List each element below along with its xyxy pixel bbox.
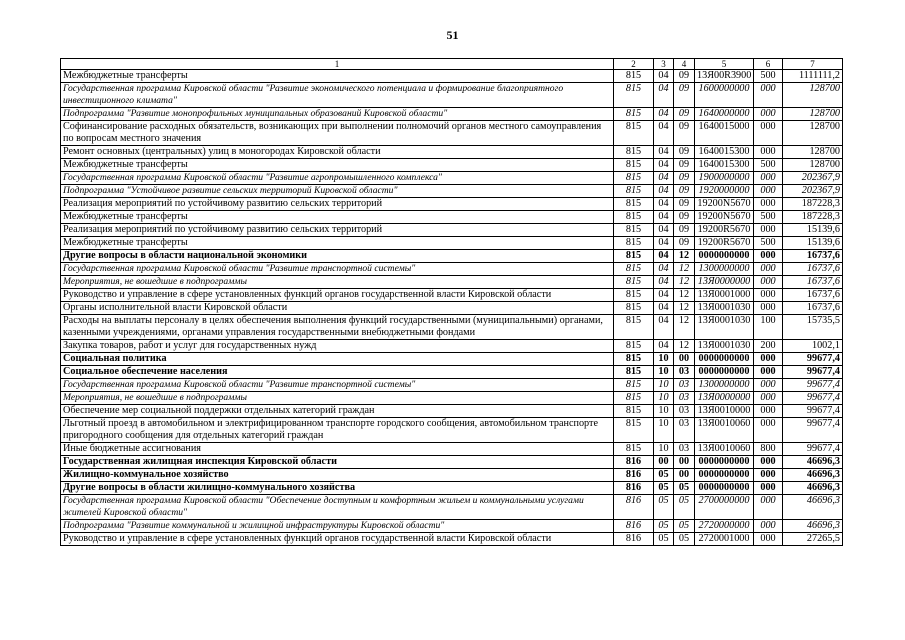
expense-type-cell: 000 <box>754 108 783 121</box>
target-article-cell: 13Я00R3900 <box>695 70 754 83</box>
subsection-cell: 09 <box>674 198 695 211</box>
subsection-cell: 09 <box>674 121 695 146</box>
target-article-cell: 19200R5670 <box>695 237 754 250</box>
amount-cell: 1111111,2 <box>783 70 843 83</box>
table-row <box>61 198 843 211</box>
target-article-cell: 13Я0001030 <box>695 340 754 353</box>
row-name-cell: Иные бюджетные ассигнования <box>61 443 614 456</box>
table-row <box>61 418 843 443</box>
table-row <box>61 366 843 379</box>
target-article-cell: 13Я0001030 <box>695 302 754 315</box>
target-article-cell: 19200N5670 <box>695 198 754 211</box>
expense-type-cell: 000 <box>754 250 783 263</box>
amount-cell: 99677,4 <box>783 353 843 366</box>
admin-code-cell: 816 <box>614 533 654 546</box>
section-cell: 04 <box>654 146 674 159</box>
target-article-cell: 1300000000 <box>695 379 754 392</box>
expense-type-cell: 200 <box>754 340 783 353</box>
amount-cell: 16737,6 <box>783 263 843 276</box>
section-cell: 04 <box>654 198 674 211</box>
amount-cell: 99677,4 <box>783 366 843 379</box>
table-row <box>61 482 843 495</box>
section-cell: 04 <box>654 276 674 289</box>
section-cell: 10 <box>654 443 674 456</box>
admin-code-cell: 815 <box>614 263 654 276</box>
subsection-cell: 03 <box>674 418 695 443</box>
target-article-cell: 0000000000 <box>695 250 754 263</box>
table-row <box>61 315 843 340</box>
row-name-cell: Межбюджетные трансферты <box>61 70 614 83</box>
subsection-cell: 05 <box>674 533 695 546</box>
row-name-cell: Государственная программа Кировской области "Развитие экономического потенциала и формирование благоприятного инвестиционного климата" <box>61 83 614 108</box>
expense-type-cell: 000 <box>754 302 783 315</box>
expense-type-cell: 000 <box>754 353 783 366</box>
admin-code-cell: 815 <box>614 83 654 108</box>
section-cell: 10 <box>654 379 674 392</box>
amount-cell: 128700 <box>783 159 843 172</box>
admin-code-cell: 815 <box>614 443 654 456</box>
row-name-cell: Жилищно-коммунальное хозяйство <box>61 469 614 482</box>
target-article-cell: 1640015300 <box>695 146 754 159</box>
subsection-cell: 00 <box>674 469 695 482</box>
target-article-cell: 0000000000 <box>695 469 754 482</box>
row-name-cell: Органы исполнительной власти Кировской области <box>61 302 614 315</box>
amount-cell: 99677,4 <box>783 418 843 443</box>
expense-type-cell: 000 <box>754 482 783 495</box>
section-cell: 04 <box>654 263 674 276</box>
expense-type-cell: 000 <box>754 198 783 211</box>
amount-cell: 1002,1 <box>783 340 843 353</box>
target-article-cell: 19200R5670 <box>695 224 754 237</box>
table-row <box>61 263 843 276</box>
table-row <box>61 340 843 353</box>
amount-cell: 187228,3 <box>783 198 843 211</box>
row-name-cell: Социальное обеспечение населения <box>61 366 614 379</box>
table-row <box>61 159 843 172</box>
expense-type-cell: 000 <box>754 379 783 392</box>
subsection-cell: 09 <box>674 185 695 198</box>
table-row <box>61 185 843 198</box>
target-article-cell: 2720000000 <box>695 520 754 533</box>
amount-cell: 16737,6 <box>783 250 843 263</box>
expense-type-cell: 000 <box>754 83 783 108</box>
target-article-cell: 1640000000 <box>695 108 754 121</box>
expense-type-cell: 000 <box>754 146 783 159</box>
admin-code-cell: 815 <box>614 121 654 146</box>
table-row <box>61 533 843 546</box>
expense-type-cell: 500 <box>754 159 783 172</box>
table-row <box>61 392 843 405</box>
subsection-cell: 09 <box>674 172 695 185</box>
expense-type-cell: 800 <box>754 443 783 456</box>
subsection-cell: 09 <box>674 237 695 250</box>
section-cell: 04 <box>654 224 674 237</box>
table-row <box>61 379 843 392</box>
subsection-cell: 09 <box>674 83 695 108</box>
amount-cell: 27265,5 <box>783 533 843 546</box>
section-cell: 04 <box>654 83 674 108</box>
row-name-cell: Софинансирование расходных обязательств, возникающих при выполнении полномочий органов местного самоуправления по вопросам местного значения <box>61 121 614 146</box>
target-article-cell: 0000000000 <box>695 456 754 469</box>
expense-type-cell: 000 <box>754 456 783 469</box>
target-article-cell: 1920000000 <box>695 185 754 198</box>
expense-type-cell: 500 <box>754 211 783 224</box>
subsection-cell: 03 <box>674 366 695 379</box>
table-row <box>61 108 843 121</box>
expense-type-cell: 000 <box>754 418 783 443</box>
subsection-cell: 05 <box>674 482 695 495</box>
amount-cell: 46696,3 <box>783 482 843 495</box>
table-row <box>61 237 843 250</box>
row-name-cell: Государственная программа Кировской области "Обеспечение доступным и комфортным жильем и коммунальными услугами жителей Кировской области" <box>61 495 614 520</box>
row-name-cell: Расходы на выплаты персоналу в целях обеспечения выполнения функций государственными (муниципальными) органами, казенными учреждениями, органами управления государственными внебюджетными фондами <box>61 315 614 340</box>
section-cell: 04 <box>654 211 674 224</box>
admin-code-cell: 815 <box>614 108 654 121</box>
row-name-cell: Межбюджетные трансферты <box>61 211 614 224</box>
row-name-cell: Другие вопросы в области национальной экономики <box>61 250 614 263</box>
amount-cell: 15139,6 <box>783 237 843 250</box>
table-row <box>61 289 843 302</box>
target-article-cell: 13Я0010060 <box>695 418 754 443</box>
table-row <box>61 172 843 185</box>
amount-cell: 128700 <box>783 108 843 121</box>
target-article-cell: 13Я0010000 <box>695 405 754 418</box>
section-cell: 10 <box>654 405 674 418</box>
section-cell: 04 <box>654 302 674 315</box>
expense-type-cell: 000 <box>754 520 783 533</box>
expense-type-cell: 000 <box>754 172 783 185</box>
expense-type-cell: 000 <box>754 366 783 379</box>
row-name-cell: Социальная политика <box>61 353 614 366</box>
amount-cell: 46696,3 <box>783 495 843 520</box>
subsection-cell: 12 <box>674 315 695 340</box>
amount-cell: 16737,6 <box>783 289 843 302</box>
admin-code-cell: 815 <box>614 366 654 379</box>
admin-code-cell: 816 <box>614 482 654 495</box>
amount-cell: 16737,6 <box>783 302 843 315</box>
row-name-cell: Подпрограмма "Устойчивое развитие сельских территорий Кировской области" <box>61 185 614 198</box>
table-row <box>61 250 843 263</box>
amount-cell: 15735,5 <box>783 315 843 340</box>
amount-cell: 128700 <box>783 83 843 108</box>
row-name-cell: Государственная жилищная инспекция Кировской области <box>61 456 614 469</box>
row-name-cell: Обеспечение мер социальной поддержки отдельных категорий граждан <box>61 405 614 418</box>
expense-type-cell: 000 <box>754 392 783 405</box>
subsection-cell: 09 <box>674 146 695 159</box>
section-cell: 04 <box>654 108 674 121</box>
expense-type-cell: 000 <box>754 276 783 289</box>
section-cell: 04 <box>654 315 674 340</box>
target-article-cell: 2700000000 <box>695 495 754 520</box>
amount-cell: 99677,4 <box>783 405 843 418</box>
expense-type-cell: 500 <box>754 70 783 83</box>
table-row <box>61 405 843 418</box>
amount-cell: 15139,6 <box>783 224 843 237</box>
column-header: 3 <box>654 59 674 70</box>
amount-cell: 99677,4 <box>783 379 843 392</box>
table-row <box>61 211 843 224</box>
amount-cell: 202367,9 <box>783 172 843 185</box>
section-cell: 10 <box>654 366 674 379</box>
target-article-cell: 0000000000 <box>695 482 754 495</box>
row-name-cell: Государственная программа Кировской области "Развитие транспортной системы" <box>61 379 614 392</box>
section-cell: 05 <box>654 495 674 520</box>
target-article-cell: 13Я0000000 <box>695 276 754 289</box>
row-name-cell: Подпрограмма "Развитие монопрофильных муниципальных образований Кировской области" <box>61 108 614 121</box>
amount-cell: 46696,3 <box>783 456 843 469</box>
section-cell: 04 <box>654 172 674 185</box>
admin-code-cell: 815 <box>614 289 654 302</box>
subsection-cell: 00 <box>674 456 695 469</box>
section-cell: 04 <box>654 250 674 263</box>
section-cell: 04 <box>654 159 674 172</box>
admin-code-cell: 815 <box>614 276 654 289</box>
column-header: 1 <box>61 59 614 70</box>
admin-code-cell: 815 <box>614 237 654 250</box>
section-cell: 05 <box>654 469 674 482</box>
row-name-cell: Реализация мероприятий по устойчивому развитию сельских территорий <box>61 198 614 211</box>
target-article-cell: 1600000000 <box>695 83 754 108</box>
target-article-cell: 13Я0001030 <box>695 315 754 340</box>
budget-table <box>60 58 843 546</box>
section-cell: 05 <box>654 533 674 546</box>
expense-type-cell: 000 <box>754 263 783 276</box>
section-cell: 04 <box>654 70 674 83</box>
table-header-row <box>61 59 843 70</box>
admin-code-cell: 815 <box>614 405 654 418</box>
target-article-cell: 13Я0010060 <box>695 443 754 456</box>
admin-code-cell: 815 <box>614 159 654 172</box>
table-row <box>61 121 843 146</box>
row-name-cell: Государственная программа Кировской области "Развитие агропромышленного комплекса" <box>61 172 614 185</box>
subsection-cell: 09 <box>674 224 695 237</box>
row-name-cell: Мероприятия, не вошедшие в подпрограммы <box>61 392 614 405</box>
section-cell: 04 <box>654 237 674 250</box>
subsection-cell: 09 <box>674 159 695 172</box>
target-article-cell: 1300000000 <box>695 263 754 276</box>
subsection-cell: 12 <box>674 289 695 302</box>
target-article-cell: 1900000000 <box>695 172 754 185</box>
amount-cell: 128700 <box>783 146 843 159</box>
section-cell: 04 <box>654 185 674 198</box>
section-cell: 10 <box>654 392 674 405</box>
amount-cell: 99677,4 <box>783 443 843 456</box>
amount-cell: 99677,4 <box>783 392 843 405</box>
row-name-cell: Другие вопросы в области жилищно-коммунального хозяйства <box>61 482 614 495</box>
table-row <box>61 353 843 366</box>
target-article-cell: 0000000000 <box>695 366 754 379</box>
target-article-cell: 0000000000 <box>695 353 754 366</box>
target-article-cell: 13Я0001000 <box>695 289 754 302</box>
section-cell: 10 <box>654 353 674 366</box>
admin-code-cell: 815 <box>614 302 654 315</box>
subsection-cell: 00 <box>674 353 695 366</box>
admin-code-cell: 815 <box>614 146 654 159</box>
row-name-cell: Руководство и управление в сфере установленных функций органов государственной власти Кировской области <box>61 533 614 546</box>
row-name-cell: Льготный проезд в автомобильном и электрифицированном транспорте городского сообщения, автомобильном транспорте пригородного сообщения для отдельных категорий граждан <box>61 418 614 443</box>
expense-type-cell: 000 <box>754 289 783 302</box>
column-header: 4 <box>674 59 695 70</box>
admin-code-cell: 815 <box>614 379 654 392</box>
admin-code-cell: 815 <box>614 224 654 237</box>
admin-code-cell: 815 <box>614 353 654 366</box>
table-row <box>61 302 843 315</box>
admin-code-cell: 816 <box>614 469 654 482</box>
subsection-cell: 03 <box>674 405 695 418</box>
admin-code-cell: 815 <box>614 198 654 211</box>
table-row <box>61 495 843 520</box>
target-article-cell: 1640015300 <box>695 159 754 172</box>
row-name-cell: Руководство и управление в сфере установленных функций органов государственной власти Кировской области <box>61 289 614 302</box>
expense-type-cell: 000 <box>754 469 783 482</box>
table-row <box>61 276 843 289</box>
row-name-cell: Реализация мероприятий по устойчивому развитию сельских территорий <box>61 224 614 237</box>
section-cell: 05 <box>654 482 674 495</box>
expense-type-cell: 000 <box>754 224 783 237</box>
table-row <box>61 83 843 108</box>
subsection-cell: 12 <box>674 263 695 276</box>
table-row <box>61 520 843 533</box>
target-article-cell: 13Я0000000 <box>695 392 754 405</box>
section-cell: 04 <box>654 121 674 146</box>
subsection-cell: 12 <box>674 250 695 263</box>
row-name-cell: Межбюджетные трансферты <box>61 159 614 172</box>
subsection-cell: 05 <box>674 495 695 520</box>
row-name-cell: Государственная программа Кировской области "Развитие транспортной системы" <box>61 263 614 276</box>
section-cell: 05 <box>654 520 674 533</box>
table-row <box>61 70 843 83</box>
expense-type-cell: 500 <box>754 237 783 250</box>
amount-cell: 46696,3 <box>783 520 843 533</box>
subsection-cell: 03 <box>674 392 695 405</box>
row-name-cell: Мероприятия, не вошедшие в подпрограммы <box>61 276 614 289</box>
amount-cell: 16737,6 <box>783 276 843 289</box>
admin-code-cell: 816 <box>614 495 654 520</box>
table-row <box>61 456 843 469</box>
column-header: 2 <box>614 59 654 70</box>
expense-type-cell: 000 <box>754 495 783 520</box>
admin-code-cell: 815 <box>614 315 654 340</box>
column-header: 6 <box>754 59 783 70</box>
amount-cell: 128700 <box>783 121 843 146</box>
admin-code-cell: 815 <box>614 70 654 83</box>
admin-code-cell: 815 <box>614 172 654 185</box>
subsection-cell: 03 <box>674 379 695 392</box>
expense-type-cell: 000 <box>754 533 783 546</box>
admin-code-cell: 815 <box>614 340 654 353</box>
admin-code-cell: 815 <box>614 211 654 224</box>
expense-type-cell: 000 <box>754 405 783 418</box>
expense-type-cell: 000 <box>754 185 783 198</box>
table-row <box>61 469 843 482</box>
amount-cell: 202367,9 <box>783 185 843 198</box>
subsection-cell: 05 <box>674 520 695 533</box>
subsection-cell: 12 <box>674 340 695 353</box>
section-cell: 00 <box>654 456 674 469</box>
admin-code-cell: 816 <box>614 456 654 469</box>
row-name-cell: Подпрограмма "Развитие коммунальной и жилищной инфраструктуры Кировской области" <box>61 520 614 533</box>
amount-cell: 46696,3 <box>783 469 843 482</box>
expense-type-cell: 000 <box>754 121 783 146</box>
table-row <box>61 224 843 237</box>
table-row <box>61 443 843 456</box>
admin-code-cell: 816 <box>614 520 654 533</box>
subsection-cell: 09 <box>674 108 695 121</box>
subsection-cell: 09 <box>674 70 695 83</box>
target-article-cell: 2720001000 <box>695 533 754 546</box>
subsection-cell: 12 <box>674 302 695 315</box>
page-number: 51 <box>446 28 459 42</box>
target-article-cell: 1640015000 <box>695 121 754 146</box>
column-header: 7 <box>783 59 843 70</box>
subsection-cell: 09 <box>674 211 695 224</box>
admin-code-cell: 815 <box>614 418 654 443</box>
admin-code-cell: 815 <box>614 185 654 198</box>
admin-code-cell: 815 <box>614 392 654 405</box>
subsection-cell: 03 <box>674 443 695 456</box>
target-article-cell: 19200N5670 <box>695 211 754 224</box>
table-row <box>61 146 843 159</box>
section-cell: 04 <box>654 289 674 302</box>
expense-type-cell: 100 <box>754 315 783 340</box>
admin-code-cell: 815 <box>614 250 654 263</box>
amount-cell: 187228,3 <box>783 211 843 224</box>
row-name-cell: Межбюджетные трансферты <box>61 237 614 250</box>
subsection-cell: 12 <box>674 276 695 289</box>
column-header: 5 <box>695 59 754 70</box>
row-name-cell: Ремонт основных (центральных) улиц в моногородах Кировской области <box>61 146 614 159</box>
section-cell: 10 <box>654 418 674 443</box>
row-name-cell: Закупка товаров, работ и услуг для государственных нужд <box>61 340 614 353</box>
section-cell: 04 <box>654 340 674 353</box>
